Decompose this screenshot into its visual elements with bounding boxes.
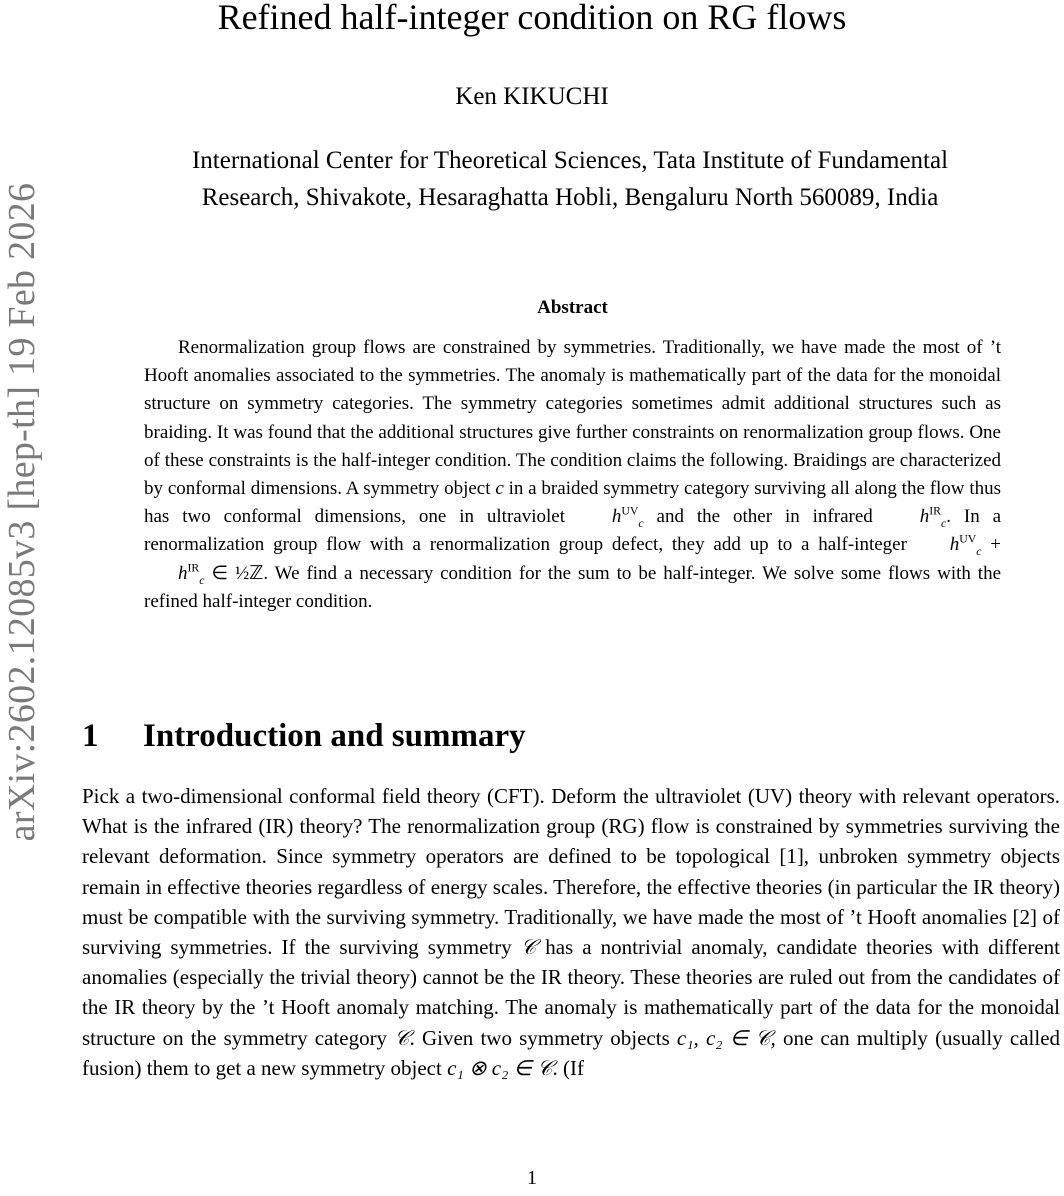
intro-text-1: Pick a two-dimensional conformal field theory (CFT). Deform the ultraviolet (UV) theory with relevant operators. What is the infrared (IR) theory? The renormalization group (RG) flow is constrained by symmetries surviving the relevant deformation. Since symmetry operators are defined to be topological [1], unbroken symmetry objects remain in effective theories regardless of energy scales. Therefore, the effective theories (in particular the IR theory) must be compatible with the surviving symmetry. Traditionally, we have made the most of ’t Hooft anomalies [2] of surviving symmetries. If the surviving symmetry xyxy=(82,784,1060,960)
section-number: 1 xyxy=(82,718,99,754)
math-h-uv: $h^{UV}_c$ xyxy=(611,504,644,531)
intro-text-3: . Given two symmetry objects xyxy=(409,1025,670,1050)
abstract-text-1: Renormalization group flows are constrained by symmetries. Traditionally, we have made the most of ’t Hooft anomalies associated to the symmetries. The anomaly is mathematically part of the data for the monoidal structure on symmetry categories. The symmetry categories sometimes admit additional structures such as braiding. It was found that the additional structures give further constraints on renormalization group flows. One of these constraints is the half-integer condition. The condition claims the following. Braidings are characterized by conformal dimensions. A symmetry object xyxy=(144,337,1001,500)
abstract-heading: Abstract xyxy=(537,297,608,318)
abstract-text-5: . We find a necessary condition for the sum to be half-integer. We solve some flows with the refined half-integer condition. xyxy=(144,562,1002,612)
math-symmetry-category-2: 𝒞 xyxy=(394,1025,410,1050)
affiliation-line-1: International Center for Theoretical Sciences, Tata Institute of Fundamental xyxy=(191,147,949,174)
affiliation-line-2: Research, Shivakote, Hesaraghatta Hobli, Bengaluru North 560089, India xyxy=(201,184,939,211)
intro-text-2: has a nontrivial anomaly, candidate theories with different anomalies (especially the trivial theory) cannot be the IR theory. These theories are ruled out from the candidates of the IR theory by the ’t Hooft anomaly matching. The anomaly is mathematically part of the data for the monoidal structure on the symmetry category xyxy=(82,935,1061,1050)
abstract-body xyxy=(144,334,1001,616)
math-fusion-product: c₁ ⊗ c₂ ∈ 𝒞 xyxy=(447,1055,553,1080)
author-name: Ken KIKUCHI xyxy=(455,83,609,110)
paper-title: Refined half-integer condition on RG flows xyxy=(217,0,847,37)
math-in: ∈ xyxy=(211,562,228,584)
math-c1-c2: c₁, c₂ ∈ 𝒞, xyxy=(676,1025,776,1050)
section-title: Introduction and summary xyxy=(143,718,526,754)
math-h-ir: $h^{IR}_c$ xyxy=(919,504,947,531)
math-plus: + xyxy=(990,534,1001,556)
intro-text-4: one can multiply (usually called fusion) them to get a new symmetry object xyxy=(82,1025,1061,1080)
page-number: 1 xyxy=(527,1167,537,1189)
math-c: c xyxy=(495,478,504,500)
abstract-text-3: and the other in infrared xyxy=(656,506,873,528)
math-symmetry-category: 𝒞 xyxy=(520,935,537,960)
intro-text-5: . (If xyxy=(552,1055,585,1080)
arxiv-identifier-text: arXiv:2602.12085v3 [hep-th] 19 Feb 2026 xyxy=(1,182,43,842)
math-h-ir-sum: $h^{IR}_c$ xyxy=(178,561,205,587)
math-h-uv-sum: $h^{UV}_c$ xyxy=(949,533,982,559)
math-half-integers: ½ℤ xyxy=(234,562,264,584)
abstract-text-2: in a braided symmetry category surviving all along the flow thus has two conformal dimensions, one in ultraviolet xyxy=(144,478,1002,528)
intro-paragraph xyxy=(82,781,1060,1083)
affiliation xyxy=(70,142,1064,216)
abstract-text-4: . In a renormalization group flow with a renormalization group defect, they add up to a half-integer xyxy=(144,506,1002,556)
section-heading xyxy=(82,714,982,758)
